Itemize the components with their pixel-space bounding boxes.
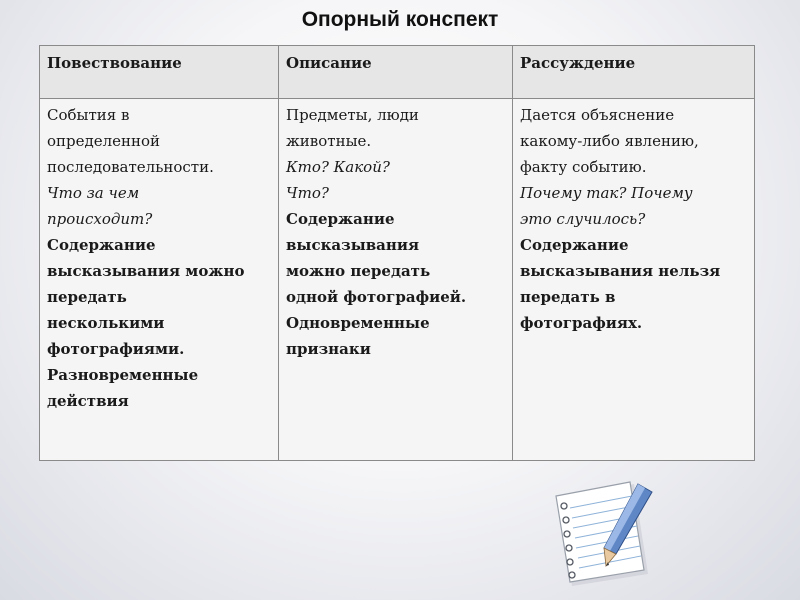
header-reasoning: Рассуждение	[513, 46, 755, 99]
cell-description	[279, 99, 513, 461]
cell-line: определенной	[47, 132, 161, 150]
header-narration: Повествование	[40, 46, 279, 99]
cell-line: Содержание	[47, 236, 156, 254]
cell-line: признаки	[286, 340, 371, 358]
cell-line: животные.	[286, 132, 372, 150]
table-header-row	[40, 46, 755, 99]
cell-line: Разновременные	[47, 366, 199, 384]
cell-line: Что?	[286, 184, 329, 202]
cell-line: это случилось?	[520, 210, 646, 228]
page-title: Опорный конспект	[301, 8, 499, 31]
cell-line: Почему так? Почему	[520, 184, 693, 202]
cell-line: происходит?	[47, 210, 153, 228]
cell-reasoning	[513, 99, 755, 461]
cell-line: фотографиях.	[520, 314, 643, 332]
cell-line: какому-либо явлению,	[520, 132, 699, 150]
cell-line: События в	[47, 106, 130, 124]
cell-line: можно передать	[286, 262, 431, 280]
cell-line: Что за чем	[47, 184, 140, 202]
cell-line: одной фотографией.	[286, 288, 467, 306]
header-description: Описание	[279, 46, 513, 99]
cell-line: передать	[47, 288, 127, 306]
cell-line: Дается объяснение	[520, 106, 675, 124]
cell-line: Предметы, люди	[286, 106, 419, 124]
cell-line: Кто? Какой?	[286, 158, 390, 176]
table-row	[40, 99, 755, 461]
summary-table	[39, 45, 755, 461]
cell-line: факту событию.	[520, 158, 647, 176]
notepad-pencil-icon	[552, 478, 662, 588]
cell-line: Одновременные	[286, 314, 430, 332]
cell-line: действия	[47, 392, 129, 410]
cell-line: Содержание	[520, 236, 629, 254]
cell-line: последовательности.	[47, 158, 214, 176]
cell-line: передать в	[520, 288, 616, 306]
cell-line: Содержание	[286, 210, 395, 228]
cell-line: высказывания нельзя	[520, 262, 721, 280]
cell-line: высказывания	[286, 236, 420, 254]
cell-line: фотографиями.	[47, 340, 185, 358]
cell-line: высказывания можно	[47, 262, 245, 280]
cell-narration	[40, 99, 279, 461]
cell-line: несколькими	[47, 314, 165, 332]
